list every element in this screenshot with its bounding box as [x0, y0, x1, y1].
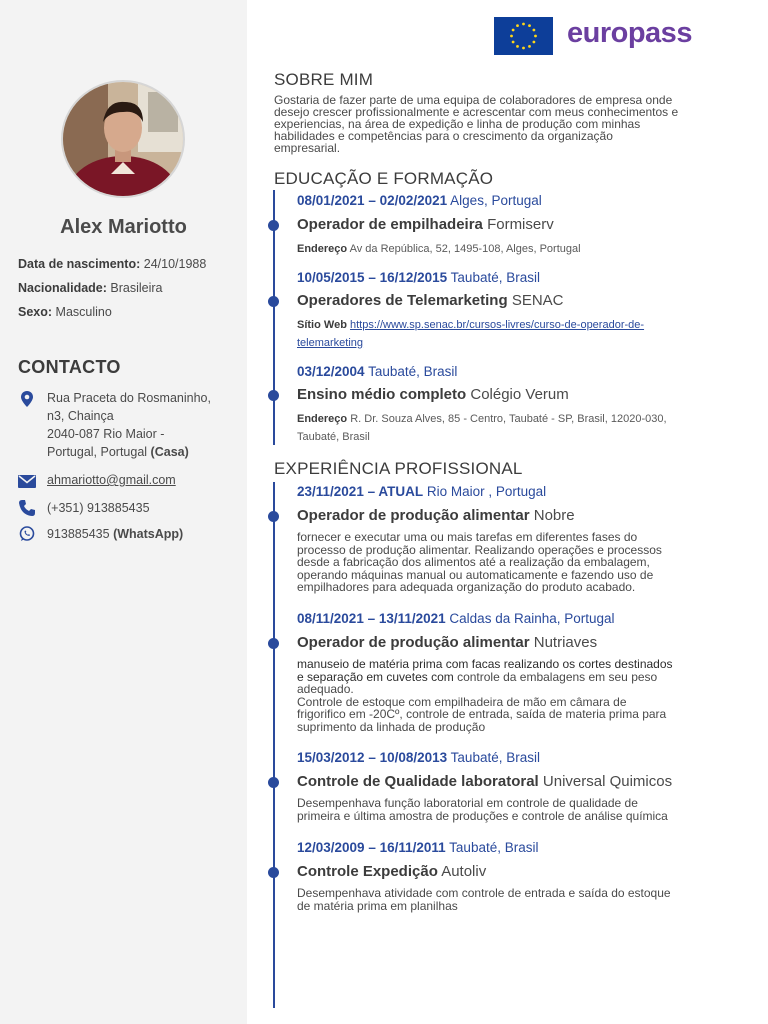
- address-line: Rua Praceta do Rosmaninho,: [47, 391, 211, 405]
- about-line: experiencias, na área de expedição e linha de produção com minhas: [274, 117, 641, 131]
- exp-org: Universal Quimicos: [542, 773, 673, 790]
- nationality: [18, 281, 163, 295]
- birth-label: Data de nascimento:: [18, 257, 141, 271]
- person-name: Alex Mariotto: [60, 216, 187, 238]
- exp-date-range: 08/11/2021 – 13/11/2021: [297, 611, 446, 626]
- exp-description: [297, 658, 737, 733]
- eu-flag-icon: [494, 17, 553, 55]
- about-heading: SOBRE MIM: [274, 70, 374, 89]
- exp-description: [297, 797, 737, 822]
- profile-photo: [61, 80, 185, 198]
- edu-date: [297, 364, 457, 379]
- edu-title: [297, 216, 554, 233]
- exp-title: [297, 773, 672, 790]
- exp-date: [297, 750, 540, 765]
- exp-org: Nutriaves: [533, 634, 598, 651]
- website-link[interactable]: https://www.sp.senac.br/cursos-livres/curso-de-operador-de-: [349, 319, 645, 331]
- exp-role: Controle Expedição: [297, 863, 438, 880]
- exp-line: empilhadores para adequada organização do produto acabado.: [297, 580, 636, 594]
- experience-timeline: [273, 482, 275, 1008]
- edu-meta-line: [297, 316, 717, 334]
- exp-line: Desempenhava atividade com controle de entrada e saída do estoque: [297, 886, 671, 900]
- contact-phone: (+351) 913885435: [47, 501, 150, 515]
- exp-line: Desempenhava função laboratorial em controle de qualidade de: [297, 796, 638, 810]
- exp-date-range: 23/11/2021 – ATUAL: [297, 484, 424, 499]
- exp-date-range: 12/03/2009 – 16/11/2011: [297, 840, 446, 855]
- exp-date: [297, 484, 546, 499]
- timeline-dot: [268, 638, 279, 649]
- envelope-icon: [18, 472, 36, 490]
- edu-org: Colégio Verum: [470, 386, 569, 403]
- edu-meta-label: Endereço: [297, 243, 348, 255]
- exp-place: Taubaté, Brasil: [450, 750, 540, 765]
- exp-role: Operador de produção alimentar: [297, 507, 530, 524]
- exp-line: suprimento da linhada de produção: [297, 719, 486, 734]
- edu-meta-value: R. Dr. Souza Alves, 85 - Centro, Taubaté - SP, Brasil, 12020-030,: [350, 413, 667, 425]
- timeline-dot: [268, 867, 279, 878]
- edu-meta-line: [297, 334, 717, 352]
- edu-meta: [297, 410, 717, 446]
- edu-role: Operadores de Telemarketing: [297, 292, 508, 309]
- europass-logo: [494, 17, 699, 57]
- experience-heading: EXPERIÊNCIA PROFISSIONAL: [274, 459, 523, 478]
- address-line: 2040-087 Rio Maior -: [47, 427, 165, 441]
- edu-org: Formiserv: [487, 216, 554, 233]
- exp-place: Caldas da Rainha, Portugal: [449, 611, 615, 626]
- edu-role: Operador de empilhadeira: [297, 216, 483, 233]
- nationality-value: Brasileira: [110, 281, 163, 295]
- edu-place: Alges, Portugal: [450, 193, 542, 208]
- contact-address: [47, 389, 211, 461]
- about-text: [274, 94, 734, 154]
- edu-title: [297, 292, 564, 309]
- timeline-dot: [268, 220, 279, 231]
- sex: [18, 305, 112, 319]
- edu-place: Taubaté, Brasil: [450, 270, 540, 285]
- whatsapp-icon: [18, 525, 36, 543]
- exp-description: [297, 887, 737, 912]
- exp-org: Nobre: [533, 507, 575, 524]
- address-tag: (Casa): [150, 445, 189, 459]
- contact-email: [47, 471, 176, 489]
- edu-meta: [297, 316, 717, 352]
- exp-place: Taubaté, Brasil: [449, 840, 539, 855]
- sex-value: Masculino: [55, 305, 112, 319]
- contact-whatsapp: [47, 525, 183, 543]
- whatsapp-tag: (WhatsApp): [113, 527, 184, 541]
- about-line: desejo crescer profissionalmente e acrescentar com meus conhecimentos e: [274, 105, 679, 119]
- edu-date-range: 03/12/2004: [297, 364, 365, 379]
- exp-line: [297, 671, 737, 684]
- exp-date-range: 15/03/2012 – 10/08/2013: [297, 750, 448, 765]
- exp-date: [297, 611, 615, 626]
- address-line-text: Portugal, Portugal: [47, 445, 148, 459]
- edu-date-range: 08/01/2021 – 02/02/2021: [297, 193, 448, 208]
- exp-line: frigorifico em -20Cº, controle de entrada, saída de materia prima para: [297, 707, 667, 721]
- edu-meta-label: Sítio Web: [297, 319, 347, 331]
- whatsapp-number: 913885435: [47, 527, 110, 541]
- website-link-cont[interactable]: telemarketing: [297, 337, 364, 349]
- exp-line: Controle de estoque com empilhadeira de mão em câmara de: [297, 694, 627, 709]
- edu-title: [297, 386, 569, 403]
- exp-line: processo de produção alimentar. Realizando operações e processos: [297, 542, 662, 557]
- exp-line: manuseio de matéria prima com facas realizando os cortes destinados: [297, 657, 673, 671]
- exp-role: Controle de Qualidade laboratoral: [297, 773, 539, 790]
- nationality-label: Nacionalidade:: [18, 281, 107, 295]
- address-line: n3, Chainça: [47, 409, 114, 423]
- europass-wordmark: europass: [567, 17, 692, 49]
- exp-title: [297, 863, 486, 880]
- edu-date-range: 10/05/2015 – 16/12/2015: [297, 270, 448, 285]
- timeline-dot: [268, 777, 279, 788]
- exp-line-rest: controle da embalagens em seu peso: [453, 669, 658, 684]
- exp-title: [297, 507, 575, 524]
- about-line: Gostaria de fazer parte de uma equipa de colaboradores de empresa onde: [274, 93, 673, 107]
- email-link[interactable]: ahmariotto@gmail.com: [47, 473, 176, 487]
- exp-line: de matéria prima em planilhas: [297, 898, 458, 913]
- edu-org: SENAC: [511, 292, 564, 309]
- exp-description: [297, 531, 737, 594]
- edu-meta: [297, 240, 717, 258]
- edu-role: Ensino médio completo: [297, 386, 467, 403]
- education-heading: EDUCAÇÃO E FORMAÇÃO: [274, 169, 494, 188]
- edu-meta-line: Taubaté, Brasil: [297, 431, 370, 443]
- exp-org: Autoliv: [441, 863, 487, 880]
- birth-date: [18, 257, 206, 271]
- timeline-dot: [268, 390, 279, 401]
- contact-heading: CONTACTO: [18, 357, 121, 377]
- edu-meta-value: Av da República, 52, 1495-108, Alges, Portugal: [349, 243, 581, 255]
- sex-label: Sexo:: [18, 305, 53, 319]
- location-pin-icon: [18, 390, 36, 408]
- exp-title: [297, 634, 597, 651]
- edu-date: [297, 193, 542, 208]
- edu-place: Taubaté, Brasil: [368, 364, 458, 379]
- exp-line: desde a fabricação dos alimentos até a realização da embalagem,: [297, 555, 650, 569]
- exp-line: operando máquinas manual ou automaticamente e fazendo uso de: [297, 567, 654, 582]
- timeline-dot: [268, 296, 279, 307]
- exp-role: Operador de produção alimentar: [297, 634, 530, 651]
- birth-value: 24/10/1988: [143, 257, 207, 271]
- edu-meta-line: [297, 410, 717, 428]
- about-line: empresarial.: [274, 141, 341, 155]
- timeline-dot: [268, 511, 279, 522]
- exp-date: [297, 840, 538, 855]
- exp-place: Rio Maior , Portugal: [426, 484, 547, 499]
- address-line: [47, 443, 211, 461]
- exp-line: primeira e última amostra de produções e controle de análise química: [297, 808, 668, 823]
- edu-meta-label: Endereço: [297, 413, 348, 425]
- phone-icon: [18, 499, 36, 517]
- exp-line: adequado.: [297, 682, 354, 696]
- about-line: habilidades e competências para o crescimento da organização: [274, 129, 613, 143]
- edu-date: [297, 270, 540, 285]
- exp-line-dark: e separação em cuvetes com: [297, 669, 454, 684]
- exp-line: fornecer e executar uma ou mais tarefas em diferentes fases do: [297, 530, 638, 544]
